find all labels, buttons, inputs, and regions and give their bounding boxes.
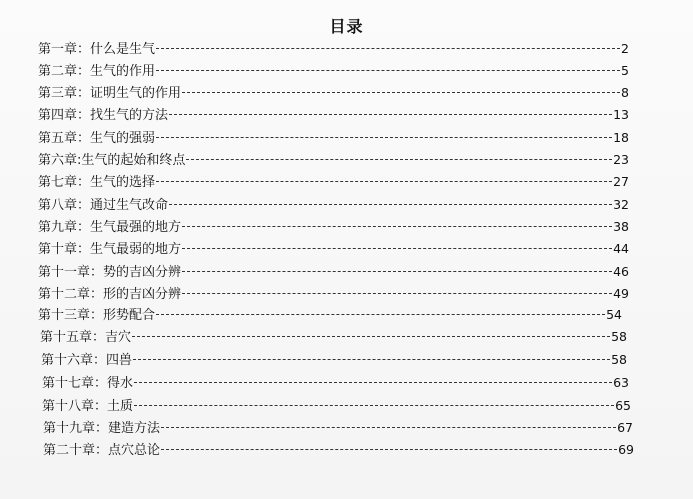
toc-entry [38,84,629,102]
dot-leader [156,69,620,71]
toc-entry-label: 第五章：生气的强弱 [38,131,156,146]
toc-entry-label: 第十五章：吉穴 [40,330,132,345]
toc-entry [38,129,629,147]
dot-leader [182,270,612,272]
toc-entry-page: 13 [613,107,629,122]
toc-entry [38,196,629,214]
toc-entry-label: 第四章：找生气的方法 [38,108,169,123]
toc-entry [38,62,629,80]
toc-entry-label: 第十二章：形的吉凶分辨 [38,287,182,302]
toc-entry-label: 第十一章：势的吉凶分辨 [38,265,182,280]
toc-entry [38,151,629,169]
toc-entry [41,351,627,369]
dot-leader [156,136,612,138]
toc-entry-page: 23 [613,152,629,167]
dot-leader [161,426,616,428]
dot-leader [156,180,612,182]
toc-entry-label: 第七章：生气的选择 [38,175,156,190]
toc-entry-label: 第二十章：点穴总论 [43,443,161,458]
toc-entry-label: 第十九章：建造方法 [43,421,161,436]
toc-entry [38,285,629,303]
toc-entry-label: 第一章：什么是生气 [38,42,156,57]
toc-entry-label: 第十七章：得水 [42,376,134,391]
toc-entry-page: 27 [613,174,629,189]
toc-entry-page: 69 [618,442,634,457]
toc-entry [42,397,631,415]
toc-entry [38,240,629,258]
dot-leader [133,358,610,360]
dot-leader [169,113,612,115]
toc-entry-page: 63 [613,375,629,390]
toc-entry-page: 38 [613,219,629,234]
toc-entry-label: 第十六章：四兽 [41,353,133,368]
toc-entry-label: 第二章：生气的作用 [38,64,156,79]
toc-entry-page: 44 [613,241,629,256]
toc-entry-label: 第九章：生气最强的地方 [38,220,182,235]
toc-entry-page: 65 [615,398,631,413]
dot-leader [182,91,620,93]
toc-entry-page: 54 [606,307,622,322]
dot-leader [156,313,605,315]
dot-leader [161,448,617,450]
toc-entry [40,328,627,346]
toc-entry [38,306,622,324]
toc-entry-page: 8 [621,85,629,100]
toc-entry-page: 46 [613,264,629,279]
toc-entry-page: 58 [611,329,627,344]
dot-leader [182,247,612,249]
dot-leader [132,335,610,337]
dot-leader [182,225,612,227]
toc-entry [43,441,634,459]
toc-entry [38,218,629,236]
toc-entry-label: 第十章：生气最弱的地方 [38,242,182,257]
toc-entry-label: 第十三章：形势配合 [38,308,156,323]
toc-entry-label: 第六章:生气的起始和终点 [38,153,186,168]
dot-leader [182,292,612,294]
dot-leader [156,47,620,49]
toc-entry-page: 18 [613,130,629,145]
toc-entry-page: 5 [621,63,629,78]
toc-entry-page: 58 [611,352,627,367]
toc-entry [38,263,629,281]
dot-leader [169,203,612,205]
toc-entry-page: 67 [617,420,633,435]
toc-entry-page: 49 [613,286,629,301]
toc-entry-label: 第三章：证明生气的作用 [38,86,182,101]
toc-entry-page: 2 [621,41,629,56]
toc-entry [38,106,629,124]
toc-entry [43,419,633,437]
dot-leader [134,381,612,383]
toc-entry-label: 第十八章：土质 [42,399,134,414]
toc-entry [38,173,629,191]
toc-entry [38,40,629,58]
toc-entry-label: 第八章：通过生气改命 [38,198,169,213]
toc-title: 目录 [329,17,364,36]
dot-leader [134,404,614,406]
dot-leader [186,158,612,160]
toc-entry-page: 32 [613,197,629,212]
toc-entry [42,374,629,392]
